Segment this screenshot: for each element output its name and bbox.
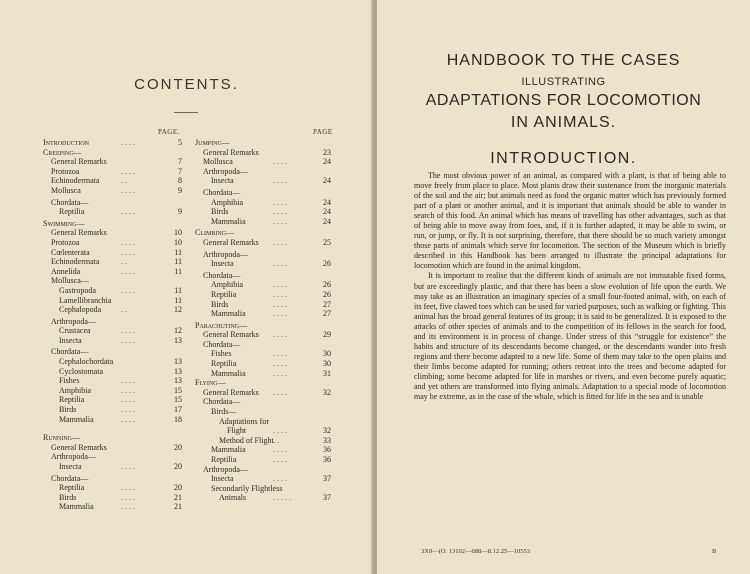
toc-entry — [43, 148, 187, 158]
toc-entry-page: 37 — [323, 493, 331, 503]
toc-entry-label: Echinodermata — [51, 257, 100, 267]
toc-entry-label: Fishes — [211, 349, 232, 359]
toc-entry-label: Arthropoda— — [51, 452, 96, 462]
toc-entry-label: Reptilia — [59, 395, 85, 405]
toc-entry-page: 11 — [174, 295, 182, 305]
toc-entry-page: 24 — [323, 207, 331, 217]
dot-leader: . . . . — [273, 359, 287, 369]
toc-entry-page: 27 — [323, 299, 331, 309]
toc-entry-label: Flight — [227, 426, 247, 436]
toc-entry — [195, 388, 335, 398]
toc-entry-page: 24 — [323, 157, 331, 167]
dot-leader: . . — [121, 257, 127, 267]
toc-entry — [195, 167, 335, 177]
toc-entry-page: 17 — [174, 405, 182, 415]
dot-leader: . . . . — [121, 385, 135, 395]
contents-title: CONTENTS. — [134, 76, 239, 93]
toc-entry — [43, 157, 187, 167]
toc-entry-page: 15 — [174, 395, 182, 405]
toc-entry — [43, 376, 187, 386]
toc-entry-page: 9 — [178, 207, 182, 217]
toc-entry-page: 21 — [174, 502, 182, 512]
toc-entry — [43, 186, 187, 196]
toc-entry-page: 11 — [174, 247, 182, 257]
toc-entry — [43, 276, 187, 286]
toc-entry-page: 30 — [323, 359, 331, 369]
dot-leader: . . . . — [121, 483, 135, 493]
toc-entry — [43, 219, 187, 229]
dot-leader: . . . . — [273, 349, 287, 359]
toc-entry-page: 30 — [323, 349, 331, 359]
toc-entry — [195, 176, 335, 186]
toc-entry-page: 33 — [323, 435, 331, 445]
toc-entry — [195, 407, 335, 417]
toc-entry — [43, 286, 187, 296]
dot-leader: . . . . — [121, 502, 135, 512]
toc-entry-page: 32 — [323, 426, 331, 436]
toc-entry-label: Insecta — [211, 474, 234, 484]
toc-entry-label: Flying— — [195, 378, 226, 388]
dot-leader: . . . . — [121, 492, 135, 502]
handbook-topic: ADAPTATIONS FOR LOCOMOTION — [425, 92, 702, 109]
toc-entry-label: Insecta — [211, 259, 234, 269]
toc-entry — [195, 148, 335, 158]
toc-entry-label: Birds— — [211, 407, 237, 417]
toc-entry — [43, 415, 187, 425]
dot-leader: . . . . — [121, 138, 135, 147]
signature-mark: B — [712, 548, 717, 555]
toc-entry-page: 9 — [178, 185, 182, 195]
toc-entry-label: Reptilia — [59, 207, 85, 217]
toc-entry — [43, 238, 187, 248]
toc-entry — [195, 436, 335, 446]
toc-entry — [195, 259, 335, 269]
toc-entry — [43, 443, 187, 453]
printer-imprint: 3X0—(O. 13102—688—8.12.25—10553 — [421, 548, 531, 555]
contents-column-1 — [43, 138, 187, 512]
dot-leader: . . . . — [121, 326, 135, 336]
toc-entry-label: Cyclostomata — [59, 366, 103, 376]
toc-entry-label: Cœlenterata — [51, 247, 90, 257]
toc-entry-label: Amphibia — [211, 280, 243, 290]
toc-entry-label: Gastropoda — [59, 285, 96, 295]
toc-entry-page: 8 — [178, 176, 182, 186]
toc-entry — [195, 369, 335, 379]
toc-entry-page: 13 — [174, 376, 182, 386]
toc-entry-label: Reptilia — [211, 289, 237, 299]
toc-entry — [43, 198, 187, 208]
toc-entry — [43, 336, 187, 346]
toc-entry-label: Chordata— — [51, 473, 89, 483]
toc-entry-label: General Remarks — [203, 147, 259, 157]
page-column-header: PAGE. — [158, 128, 180, 136]
toc-entry-page: 5 — [178, 138, 182, 147]
dot-leader: . . . . — [273, 197, 287, 207]
toc-entry-page: 20 — [174, 462, 182, 471]
toc-entry — [43, 386, 187, 396]
handbook-title: HANDBOOK TO THE CASES — [446, 52, 681, 69]
dot-leader: . . . . — [121, 414, 135, 424]
toc-entry — [195, 198, 335, 208]
dot-leader: . . . . — [273, 237, 287, 247]
toc-entry-page: 12 — [174, 305, 182, 315]
toc-entry — [195, 271, 335, 281]
dot-leader: . . . . — [273, 299, 287, 309]
dot-leader: . . — [121, 305, 127, 315]
dot-leader: . . . . — [273, 157, 287, 167]
toc-entry — [195, 445, 335, 455]
toc-entry — [195, 321, 335, 331]
dot-leader: . . — [273, 435, 279, 445]
dot-leader: . . . . — [273, 176, 287, 186]
toc-entry — [195, 417, 335, 427]
toc-entry-page: 20 — [174, 442, 182, 452]
toc-entry-page: 13 — [174, 366, 182, 376]
dot-leader: . . . . . — [273, 493, 291, 503]
toc-entry — [43, 502, 187, 512]
toc-entry-page: 24 — [323, 216, 331, 226]
dot-leader: . . . . — [121, 207, 135, 217]
toc-entry — [195, 330, 335, 340]
dot-leader: . . . . — [273, 289, 287, 299]
toc-entry-label: Mollusca— — [51, 276, 89, 286]
paragraph: The most obvious power of an animal, as compared with a plant, is that of being able to move freely from place to place. Most plants draw their sustenance from the inorganic materials of the soil and the air; but animals need as food the organic matter which has previously formed part of a plant or another animal, and it is important that animals should be able to wander in search of this food. An animal which has means of travelling has other advantages, such as that of being able to move away from foes, and, if it is further adapted, it may be able to swim, or run, or jump, or fly. It is not surprising, therefore, that there should be so much variety amongst those parts of animals which serve for locomotion. The section of the Museum which is briefly described in this Handbook has been arranged to illustrate the principal adaptations for locomotion which are found in the animal kingdom. — [414, 171, 726, 271]
toc-entry-page: 18 — [174, 414, 182, 424]
toc-entry — [43, 296, 187, 306]
toc-entry-page: 7 — [178, 166, 182, 176]
toc-entry-label: Birds — [211, 207, 229, 217]
toc-entry-label: Reptilia — [59, 483, 85, 493]
toc-entry — [195, 250, 335, 260]
dot-leader: . . . . — [273, 368, 287, 378]
toc-entry — [43, 452, 187, 462]
toc-entry-label: Chordata— — [203, 339, 241, 349]
dot-leader: . . — [121, 176, 127, 186]
dot-leader: . . . . — [121, 405, 135, 415]
toc-entry — [195, 359, 335, 369]
toc-entry — [43, 228, 187, 238]
toc-entry-page: 12 — [174, 326, 182, 336]
dot-leader: . . . . — [273, 259, 287, 269]
toc-entry-label: Amphibia — [211, 197, 243, 207]
toc-entry-page: 10 — [174, 228, 182, 238]
toc-entry — [195, 217, 335, 227]
toc-entry — [195, 340, 335, 350]
toc-entry-label: Introduction — [43, 138, 89, 147]
dot-leader: . . . . — [121, 266, 135, 276]
toc-entry — [43, 138, 187, 148]
dot-leader: . . . . — [121, 462, 135, 471]
toc-entry-label: Chordata— — [203, 187, 241, 197]
toc-entry-label: Running— — [43, 433, 80, 443]
toc-entry-label: Arthropoda— — [51, 316, 96, 326]
toc-entry-label: Chordata— — [203, 397, 241, 407]
dot-leader: . . . . — [121, 166, 135, 176]
toc-entry — [43, 367, 187, 377]
toc-entry — [43, 176, 187, 186]
toc-entry — [195, 397, 335, 407]
dot-leader: . . . . — [121, 247, 135, 257]
toc-entry — [43, 474, 187, 484]
toc-entry — [43, 493, 187, 503]
toc-entry-label: Arthropoda— — [203, 249, 248, 259]
toc-entry — [195, 207, 335, 217]
contents-page — [0, 0, 373, 574]
toc-entry — [195, 280, 335, 290]
toc-entry-label: Climbing— — [195, 228, 234, 238]
introduction-page — [377, 0, 750, 574]
toc-entry — [43, 317, 187, 327]
toc-entry-label: Insecta — [59, 335, 82, 345]
toc-entry-label: Adaptations for — [219, 416, 269, 426]
handbook-subtitle: ILLUSTRATING — [521, 76, 606, 88]
toc-entry — [195, 426, 335, 436]
toc-entry-page: 24 — [323, 176, 331, 186]
toc-entry — [195, 290, 335, 300]
toc-entry-page: 13 — [174, 357, 182, 367]
toc-entry-label: General Remarks — [51, 157, 107, 167]
toc-entry-page: 7 — [178, 157, 182, 167]
toc-entry-label: Mammalia — [211, 445, 246, 455]
toc-entry — [195, 474, 335, 484]
toc-entry-label: Reptilia — [211, 455, 237, 464]
dot-leader: . . . . — [121, 376, 135, 386]
toc-entry-page: 32 — [323, 387, 331, 397]
toc-entry-page: 11 — [174, 266, 182, 276]
toc-entry — [195, 349, 335, 359]
dot-leader: . . . . — [121, 335, 135, 345]
toc-entry-label: Crustacea — [59, 326, 91, 336]
dot-leader: . . . . — [273, 455, 287, 464]
dot-leader: . . . . — [273, 426, 287, 436]
page-column-header: PAGE — [313, 128, 333, 136]
toc-entry — [195, 188, 335, 198]
toc-entry-label: Echinodermata — [51, 176, 100, 186]
handbook-topic-line2: IN ANIMALS. — [510, 114, 617, 131]
toc-entry-page: 36 — [323, 455, 331, 464]
toc-entry-page: 15 — [174, 385, 182, 395]
toc-entry — [195, 493, 335, 503]
dot-leader: . . . . — [121, 285, 135, 295]
dot-leader: . . . . — [273, 330, 287, 340]
toc-entry-page: 25 — [323, 237, 331, 247]
toc-entry-label: Cephalopoda — [59, 305, 102, 315]
dot-leader: . . . . — [273, 216, 287, 226]
toc-entry — [43, 267, 187, 277]
toc-entry-label: Chordata— — [51, 197, 89, 207]
toc-entry-label: Mammalia — [59, 502, 94, 512]
title-ornament-rule — [174, 112, 198, 113]
toc-entry-label: Birds — [59, 492, 77, 502]
toc-entry-label: General Remarks — [203, 330, 259, 340]
toc-entry-label: Secondarily Flightless — [211, 483, 283, 493]
toc-entry — [195, 300, 335, 310]
toc-entry-page: 11 — [174, 285, 182, 295]
toc-entry-label: Insecta — [59, 462, 82, 471]
toc-entry — [195, 238, 335, 248]
toc-entry — [43, 395, 187, 405]
toc-entry-label: Mammalia — [211, 368, 246, 378]
toc-entry-label: Mammalia — [211, 216, 246, 226]
toc-entry — [43, 305, 187, 315]
dot-leader: . . . . — [273, 207, 287, 217]
toc-entry-label: Birds — [211, 299, 229, 309]
toc-entry-label: General Remarks — [51, 442, 107, 452]
toc-entry-page: 11 — [174, 257, 182, 267]
toc-entry — [43, 347, 187, 357]
toc-entry-page: 37 — [323, 474, 331, 484]
toc-entry-label: Fishes — [59, 376, 80, 386]
toc-entry — [195, 455, 335, 465]
toc-entry — [195, 465, 335, 475]
toc-entry — [195, 157, 335, 167]
toc-entry-label: Method of Flight — [219, 435, 274, 445]
toc-entry — [43, 257, 187, 267]
toc-entry-label: Reptilia — [211, 359, 237, 369]
toc-entry — [195, 378, 335, 388]
toc-entry-label: Lamellibranchia — [59, 295, 112, 305]
toc-entry-page: 20 — [174, 483, 182, 493]
toc-entry — [43, 462, 187, 472]
toc-entry-page: 23 — [323, 147, 331, 157]
dot-leader: . . . . — [121, 237, 135, 247]
toc-entry-label: Protozoa — [51, 166, 80, 176]
toc-entry-page: 36 — [323, 445, 331, 455]
toc-entry — [43, 167, 187, 177]
dot-leader: . . . . — [273, 280, 287, 290]
contents-column-2 — [195, 138, 335, 503]
toc-entry-page: 26 — [323, 259, 331, 269]
toc-entry-label: General Remarks — [51, 228, 107, 238]
toc-entry-label: Chordata— — [51, 347, 89, 357]
toc-entry — [195, 309, 335, 319]
toc-entry — [43, 248, 187, 258]
toc-entry-label: Jumping— — [195, 138, 230, 147]
toc-entry-label: Mammalia — [211, 309, 246, 319]
toc-entry-label: Creeping— — [43, 147, 82, 157]
toc-entry-label: Mollusca — [203, 157, 233, 167]
toc-entry — [43, 207, 187, 217]
toc-entry-label: General Remarks — [203, 387, 259, 397]
toc-entry-label: Birds — [59, 405, 77, 415]
toc-entry — [43, 433, 187, 443]
paragraph: It is important to realise that the different kinds of animals are not immutable fixed forms, but are exceedingly plastic, and that there has been a slow evolution of life upon the earth. We may take as an illustration an imaginary species of a small four-footed animal, with, on each of its feet, five clawed toes which can be used for varied purposes, such as walking or fighting. This animal has the broad general features of its group; it is said to be generalized. It is exposed to the attacks of other species of animals and to the competition of its fellows in the search for food, and its environment is in process of change. Under stress of this “struggle for existence” the habits and structure of its descendants become changed, or the descendants wander into fresh regions and there become adapted to a new life. Some of them may take to the open plains and their limbs become adapted for running; others retreat into the trees and become adapted for climbing; some become adapted for life in marshes or rivers, and even become purely aquatic; and yet others are transformed into flying animals. Adaptation to a special mode of locomotion may be extreme, as in the case of the whale, which is fitted for life in the sea and is unable — [414, 271, 726, 402]
toc-entry-label: Mammalia — [59, 414, 94, 424]
toc-entry-page: 27 — [323, 309, 331, 319]
dot-leader: . . . . — [273, 445, 287, 455]
toc-entry — [43, 483, 187, 493]
dot-leader: . . . . — [273, 309, 287, 319]
toc-entry-page: 24 — [323, 197, 331, 207]
toc-entry-label: Swimming— — [43, 218, 85, 228]
toc-entry — [195, 484, 335, 494]
toc-entry-page: 10 — [174, 237, 182, 247]
toc-entry-label: Parachuting— — [195, 320, 248, 330]
toc-entry-label: Arthropoda— — [203, 166, 248, 176]
toc-entry-label: Chordata— — [203, 270, 241, 280]
toc-entry-label: Cephalochordata — [59, 357, 114, 367]
dot-leader: . . . . — [273, 474, 287, 484]
toc-entry-label: Protozoa — [51, 237, 80, 247]
toc-entry-label: General Remarks — [203, 237, 259, 247]
toc-entry — [43, 405, 187, 415]
toc-entry — [43, 326, 187, 336]
dot-leader: . . . . — [121, 185, 135, 195]
toc-entry-label: Arthropoda— — [203, 464, 248, 474]
toc-entry-label: Mollusca — [51, 185, 81, 195]
toc-entry-page: 26 — [323, 289, 331, 299]
toc-entry-label: Animals — [219, 493, 247, 503]
dot-leader: . . . . — [121, 395, 135, 405]
toc-entry — [195, 138, 335, 148]
toc-entry-page: 31 — [323, 368, 331, 378]
toc-entry-page: 21 — [174, 492, 182, 502]
toc-entry-page: 26 — [323, 280, 331, 290]
introduction-body — [414, 171, 726, 402]
dot-leader: . . . . — [273, 387, 287, 397]
toc-entry-label: Amphibia — [59, 385, 91, 395]
toc-entry — [43, 357, 187, 367]
introduction-heading: INTRODUCTION. — [490, 150, 637, 167]
toc-entry-page: 29 — [323, 330, 331, 340]
toc-entry-label: Insecta — [211, 176, 234, 186]
toc-entry-page: 13 — [174, 335, 182, 345]
toc-entry-label: Annelida — [51, 266, 81, 276]
toc-entry — [195, 228, 335, 238]
